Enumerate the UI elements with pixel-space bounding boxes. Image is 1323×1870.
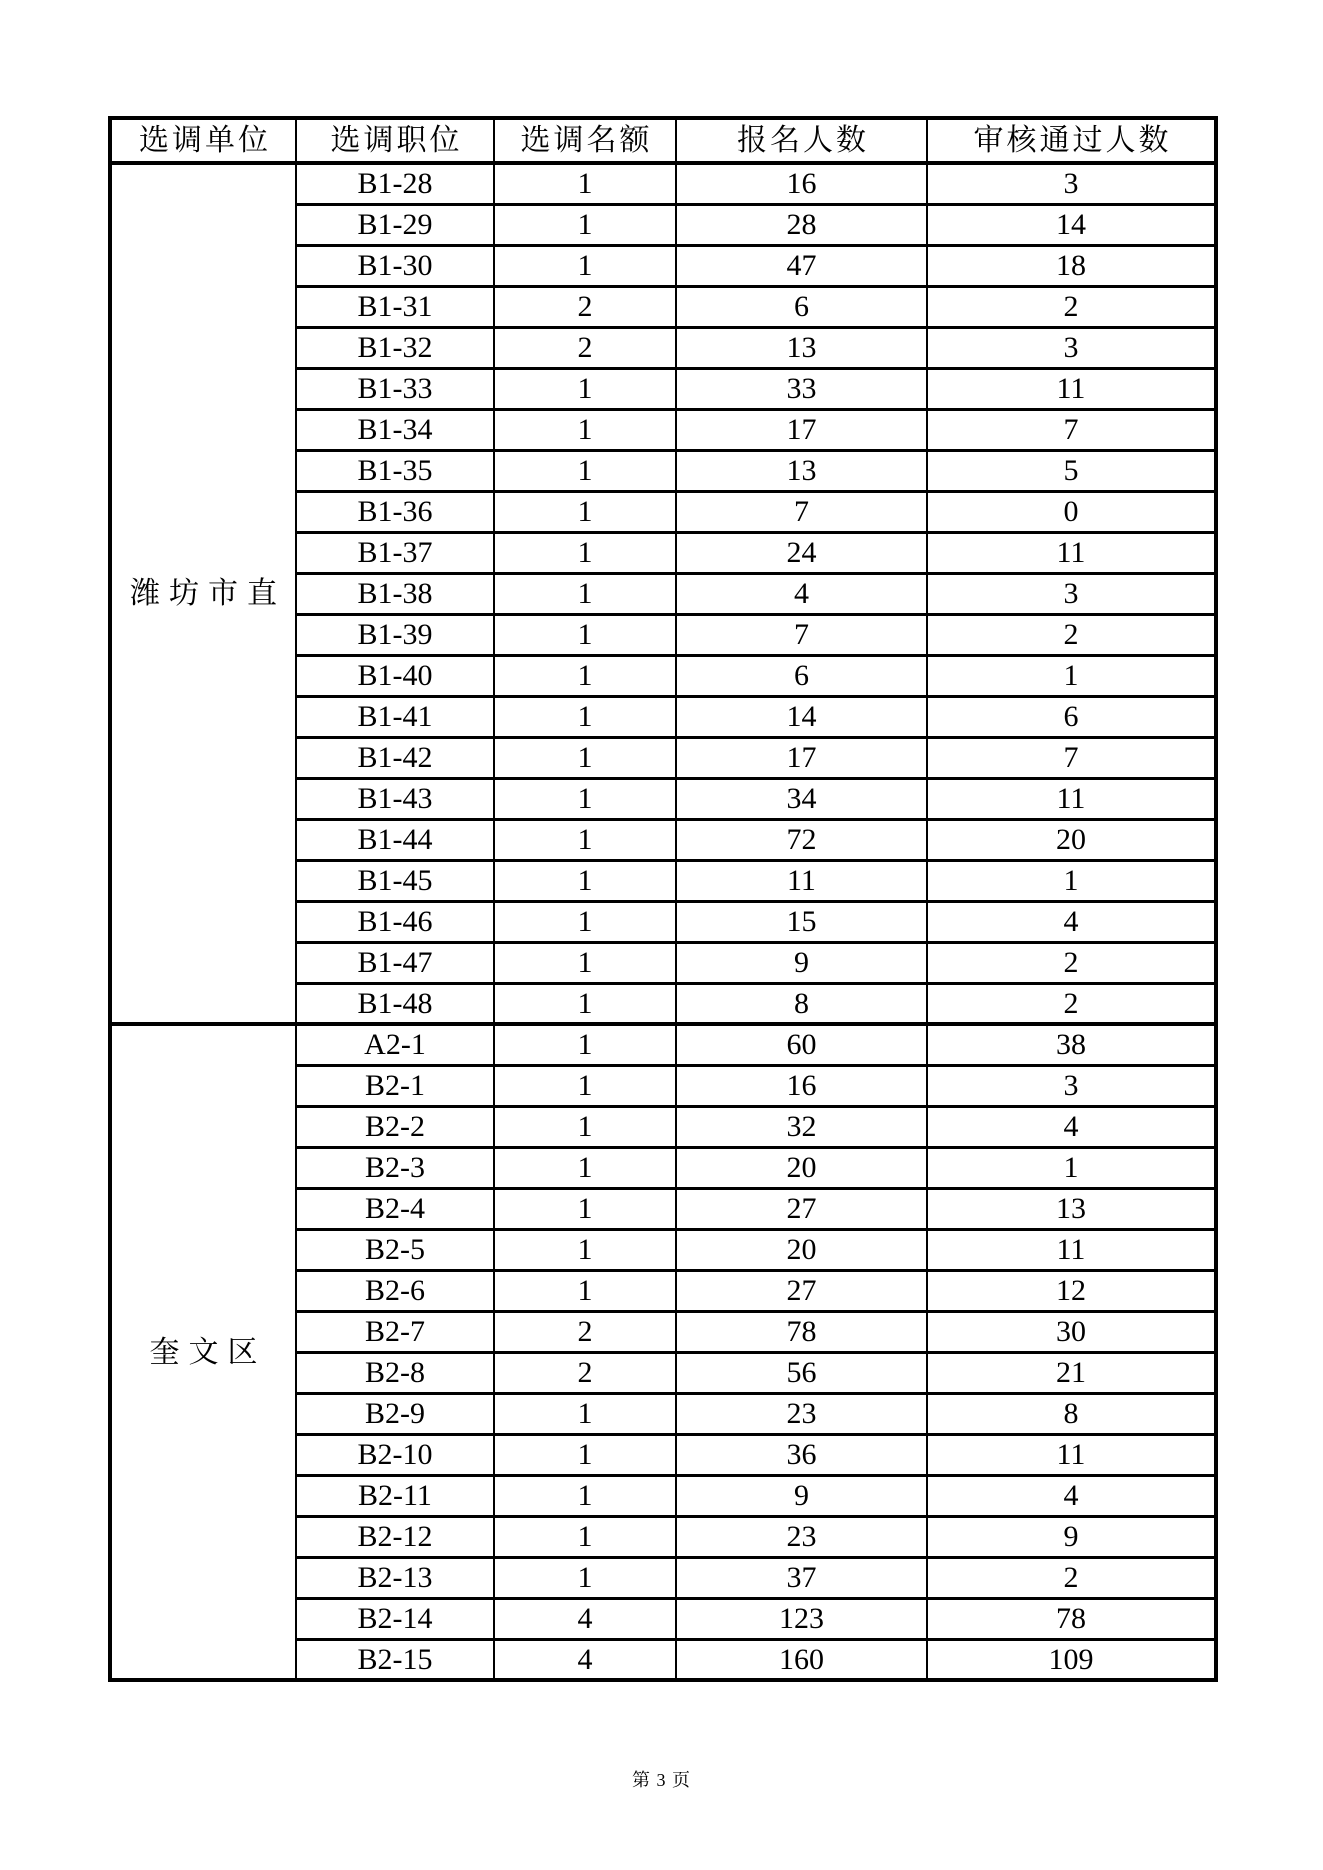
- table-row: [110, 163, 1216, 204]
- approved-cell: 11: [927, 1229, 1216, 1270]
- quota-cell: 1: [494, 204, 676, 245]
- approved-cell: 8: [927, 1393, 1216, 1434]
- applicants-cell: 36: [676, 1434, 927, 1475]
- table-header: [110, 118, 1216, 163]
- applicants-cell: 9: [676, 1475, 927, 1516]
- quota-cell: 1: [494, 655, 676, 696]
- approved-cell: 21: [927, 1352, 1216, 1393]
- approved-cell: 0: [927, 491, 1216, 532]
- quota-cell: 4: [494, 1639, 676, 1680]
- quota-cell: 1: [494, 1434, 676, 1475]
- applicants-cell: 33: [676, 368, 927, 409]
- applicants-cell: 27: [676, 1270, 927, 1311]
- applicants-cell: 11: [676, 860, 927, 901]
- applicants-cell: 60: [676, 1024, 927, 1065]
- quota-cell: 1: [494, 942, 676, 983]
- quota-cell: 2: [494, 327, 676, 368]
- approved-cell: 38: [927, 1024, 1216, 1065]
- table-row: [110, 1024, 1216, 1065]
- unit-cell: 潍坊市直: [110, 163, 296, 1024]
- approved-cell: 3: [927, 327, 1216, 368]
- applicants-cell: 7: [676, 614, 927, 655]
- position-cell: B1-39: [296, 614, 494, 655]
- approved-cell: 12: [927, 1270, 1216, 1311]
- applicants-cell: 20: [676, 1147, 927, 1188]
- position-cell: B1-42: [296, 737, 494, 778]
- quota-cell: 1: [494, 819, 676, 860]
- position-cell: B2-2: [296, 1106, 494, 1147]
- approved-cell: 1: [927, 1147, 1216, 1188]
- applicants-cell: 24: [676, 532, 927, 573]
- approved-cell: 11: [927, 1434, 1216, 1475]
- approved-cell: 18: [927, 245, 1216, 286]
- position-cell: B1-31: [296, 286, 494, 327]
- position-cell: B2-7: [296, 1311, 494, 1352]
- applicants-cell: 47: [676, 245, 927, 286]
- applicants-cell: 13: [676, 327, 927, 368]
- applicants-cell: 13: [676, 450, 927, 491]
- position-cell: B2-13: [296, 1557, 494, 1598]
- position-cell: B2-12: [296, 1516, 494, 1557]
- position-cell: B2-15: [296, 1639, 494, 1680]
- position-cell: B2-3: [296, 1147, 494, 1188]
- approved-cell: 13: [927, 1188, 1216, 1229]
- applicants-cell: 34: [676, 778, 927, 819]
- applicants-cell: 28: [676, 204, 927, 245]
- position-cell: B1-34: [296, 409, 494, 450]
- quota-cell: 1: [494, 1516, 676, 1557]
- table-body: [110, 163, 1216, 1680]
- approved-cell: 4: [927, 1106, 1216, 1147]
- header-unit: 选调单位: [110, 118, 296, 163]
- applicants-cell: 78: [676, 1311, 927, 1352]
- position-cell: B2-4: [296, 1188, 494, 1229]
- position-cell: B1-38: [296, 573, 494, 614]
- applicants-cell: 56: [676, 1352, 927, 1393]
- position-cell: B2-6: [296, 1270, 494, 1311]
- applicants-cell: 37: [676, 1557, 927, 1598]
- quota-cell: 4: [494, 1598, 676, 1639]
- approved-cell: 2: [927, 614, 1216, 655]
- applicants-cell: 9: [676, 942, 927, 983]
- position-cell: B1-29: [296, 204, 494, 245]
- applicants-cell: 20: [676, 1229, 927, 1270]
- approved-cell: 4: [927, 1475, 1216, 1516]
- approved-cell: 7: [927, 409, 1216, 450]
- applicants-cell: 23: [676, 1393, 927, 1434]
- position-cell: B1-37: [296, 532, 494, 573]
- position-cell: B2-1: [296, 1065, 494, 1106]
- quota-cell: 2: [494, 286, 676, 327]
- header-position: 选调职位: [296, 118, 494, 163]
- quota-cell: 1: [494, 1393, 676, 1434]
- applicants-cell: 15: [676, 901, 927, 942]
- applicants-cell: 8: [676, 983, 927, 1024]
- applicants-cell: 123: [676, 1598, 927, 1639]
- position-cell: B1-41: [296, 696, 494, 737]
- approved-cell: 78: [927, 1598, 1216, 1639]
- approved-cell: 11: [927, 532, 1216, 573]
- quota-cell: 1: [494, 1229, 676, 1270]
- applicants-cell: 7: [676, 491, 927, 532]
- position-cell: B1-30: [296, 245, 494, 286]
- quota-cell: 1: [494, 532, 676, 573]
- quota-cell: 1: [494, 1024, 676, 1065]
- applicants-cell: 72: [676, 819, 927, 860]
- quota-cell: 1: [494, 1065, 676, 1106]
- header-row: [110, 118, 1216, 163]
- position-cell: B1-48: [296, 983, 494, 1024]
- quota-cell: 1: [494, 860, 676, 901]
- quota-cell: 1: [494, 1147, 676, 1188]
- position-cell: B1-28: [296, 163, 494, 204]
- applicants-cell: 32: [676, 1106, 927, 1147]
- quota-cell: 1: [494, 368, 676, 409]
- quota-cell: 1: [494, 983, 676, 1024]
- approved-cell: 3: [927, 1065, 1216, 1106]
- approved-cell: 9: [927, 1516, 1216, 1557]
- quota-cell: 1: [494, 778, 676, 819]
- approved-cell: 7: [927, 737, 1216, 778]
- approved-cell: 2: [927, 1557, 1216, 1598]
- approved-cell: 2: [927, 286, 1216, 327]
- approved-cell: 2: [927, 983, 1216, 1024]
- applicants-cell: 16: [676, 163, 927, 204]
- header-applicants: 报名人数: [676, 118, 927, 163]
- applicants-cell: 6: [676, 286, 927, 327]
- approved-cell: 6: [927, 696, 1216, 737]
- approved-cell: 20: [927, 819, 1216, 860]
- applicants-cell: 23: [676, 1516, 927, 1557]
- quota-cell: 1: [494, 901, 676, 942]
- quota-cell: 1: [494, 1106, 676, 1147]
- position-cell: B2-9: [296, 1393, 494, 1434]
- approved-cell: 11: [927, 778, 1216, 819]
- position-cell: B1-33: [296, 368, 494, 409]
- quota-cell: 2: [494, 1352, 676, 1393]
- position-cell: B1-46: [296, 901, 494, 942]
- quota-cell: 1: [494, 696, 676, 737]
- approved-cell: 3: [927, 163, 1216, 204]
- position-cell: B2-8: [296, 1352, 494, 1393]
- position-cell: B1-44: [296, 819, 494, 860]
- quota-cell: 1: [494, 1188, 676, 1229]
- position-cell: A2-1: [296, 1024, 494, 1065]
- applicants-cell: 16: [676, 1065, 927, 1106]
- position-cell: B2-10: [296, 1434, 494, 1475]
- quota-cell: 1: [494, 450, 676, 491]
- quota-cell: 1: [494, 614, 676, 655]
- position-cell: B1-43: [296, 778, 494, 819]
- position-cell: B2-5: [296, 1229, 494, 1270]
- position-cell: B1-45: [296, 860, 494, 901]
- quota-cell: 1: [494, 737, 676, 778]
- approved-cell: 109: [927, 1639, 1216, 1680]
- position-cell: B2-14: [296, 1598, 494, 1639]
- position-cell: B1-47: [296, 942, 494, 983]
- position-cell: B1-40: [296, 655, 494, 696]
- approved-cell: 30: [927, 1311, 1216, 1352]
- approved-cell: 14: [927, 204, 1216, 245]
- applicants-cell: 17: [676, 737, 927, 778]
- approved-cell: 4: [927, 901, 1216, 942]
- quota-cell: 1: [494, 573, 676, 614]
- approved-cell: 11: [927, 368, 1216, 409]
- unit-cell: 奎文区: [110, 1024, 296, 1680]
- header-approved: 审核通过人数: [927, 118, 1216, 163]
- approved-cell: 3: [927, 573, 1216, 614]
- applicants-cell: 27: [676, 1188, 927, 1229]
- approved-cell: 5: [927, 450, 1216, 491]
- header-quota: 选调名额: [494, 118, 676, 163]
- applicants-cell: 17: [676, 409, 927, 450]
- quota-cell: 1: [494, 1475, 676, 1516]
- page-number: 第 3 页: [632, 1770, 691, 1790]
- quota-cell: 2: [494, 1311, 676, 1352]
- applicants-cell: 4: [676, 573, 927, 614]
- quota-cell: 1: [494, 1557, 676, 1598]
- position-cell: B1-36: [296, 491, 494, 532]
- position-cell: B2-11: [296, 1475, 494, 1516]
- selection-table: [108, 116, 1218, 1682]
- position-cell: B1-32: [296, 327, 494, 368]
- position-cell: B1-35: [296, 450, 494, 491]
- approved-cell: 2: [927, 942, 1216, 983]
- quota-cell: 1: [494, 163, 676, 204]
- approved-cell: 1: [927, 655, 1216, 696]
- approved-cell: 1: [927, 860, 1216, 901]
- quota-cell: 1: [494, 409, 676, 450]
- applicants-cell: 6: [676, 655, 927, 696]
- quota-cell: 1: [494, 491, 676, 532]
- applicants-cell: 160: [676, 1639, 927, 1680]
- quota-cell: 1: [494, 245, 676, 286]
- applicants-cell: 14: [676, 696, 927, 737]
- quota-cell: 1: [494, 1270, 676, 1311]
